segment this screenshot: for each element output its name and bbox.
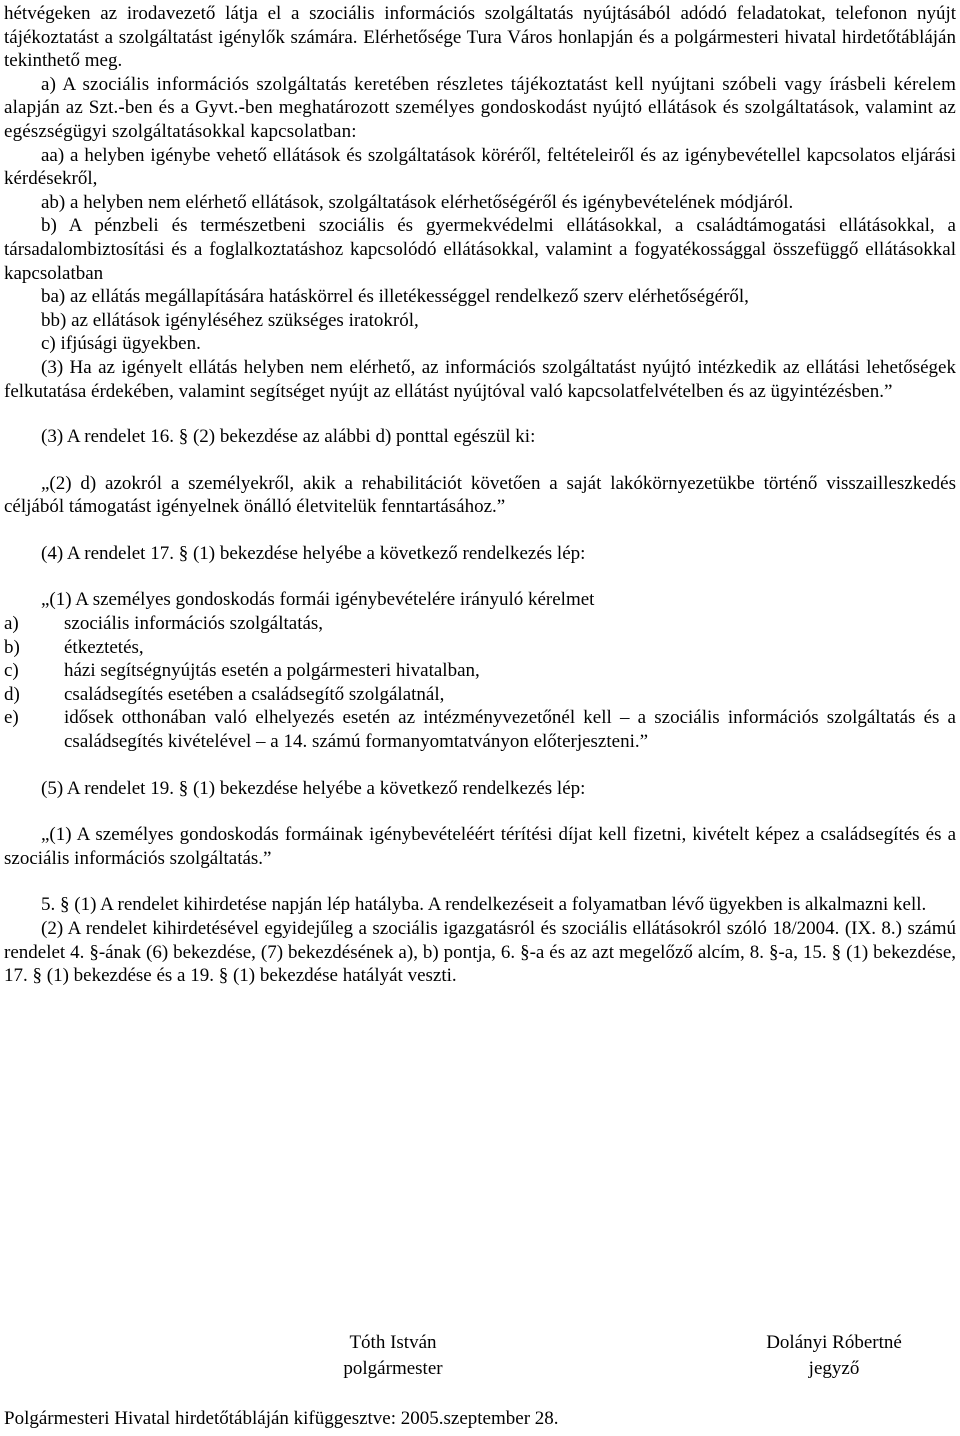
paragraph-aa: aa) a helyben igénybe vehető ellátások és szolgáltatások köréről, feltételeiről és az igénybevétellel kapcsolatos eljárási kérdésekről, bbox=[4, 144, 956, 190]
signature-title: polgármester bbox=[343, 1358, 443, 1379]
paragraph-amend-3: (3) A rendelet 16. § (2) bekezdése az alábbi d) ponttal egészül ki: bbox=[41, 426, 536, 448]
list-item-mark: c) bbox=[4, 660, 19, 682]
list-item bbox=[4, 636, 956, 660]
paragraph-amend-5: (5) A rendelet 19. § (1) bekezdése helyébe a következő rendelkezés lép: bbox=[41, 777, 586, 799]
request-forms-list bbox=[4, 612, 956, 754]
signature-block bbox=[0, 1330, 960, 1390]
list-item-mark: e) bbox=[4, 707, 19, 729]
list-item bbox=[4, 706, 956, 753]
paragraph-c: c) ifjúsági ügyekben. bbox=[41, 333, 201, 355]
paragraph-bb: bb) az ellátások igényléséhez szükséges iratokról, bbox=[41, 309, 419, 331]
list-item-text: házi segítségnyújtás esetén a polgármesteri hivatalban, bbox=[64, 660, 480, 682]
list-item-mark: b) bbox=[4, 636, 20, 658]
signature-mayor bbox=[318, 1330, 468, 1382]
paragraph-3: (3) Ha az igényelt ellátás helyben nem elérhető, az információs szolgáltatást nyújtó intézkedik az ellátási lehetőségek felkutatása érdekében, valamint segítséget nyújt az ellátást nyújtóval való kapcsolatfelvételben és az ügyintézésben.” bbox=[4, 356, 956, 402]
list-item-text: családsegítés esetében a családsegítő szolgálatnál, bbox=[64, 683, 445, 705]
paragraph-ab: ab) a helyben nem elérhető ellátások, szolgáltatások elérhetőségéről és igénybevételének módjáról. bbox=[41, 191, 794, 213]
list-item-mark: d) bbox=[4, 683, 20, 705]
signature-name: Tóth István bbox=[349, 1332, 437, 1353]
list-item bbox=[4, 659, 956, 683]
paragraph-intro: hétvégeken az irodavezető látja el a szociális információs szolgáltatás nyújtásából adódó feladatokat, telefonon nyújt tájékoztatást a szolgáltatást igénylők számára. Elérhetősége Tura Város honlapján és a polgármesteri hivatal hirdetőtábláján tekinthető meg. bbox=[4, 3, 956, 72]
paragraph-quote-fee: „(1) A személyes gondoskodás formáinak igénybevételéért térítési díjat kell fizetni, kivételt képez a családsegítés és a szociális információs szolgáltatás.” bbox=[4, 824, 956, 869]
signature-name: Dolányi Róbertné bbox=[766, 1332, 902, 1353]
paragraph-b: b) A pénzbeli és természetbeni szociális és gyermekvédelmi ellátásokkal, a családtámogatási ellátásokkal, a társadalombiztosítási és a foglalkoztatáshoz kapcsolódó ellátásokkal, valamint a fogyatékossággal összefüggő ellátásokkal kapcsolatban bbox=[4, 215, 956, 284]
posting-note: Polgármesteri Hivatal hirdetőtábláján kifüggesztve: 2005.szeptember 28. bbox=[4, 1408, 559, 1429]
document-body bbox=[4, 2, 956, 988]
paragraph-amend-4: (4) A rendelet 17. § (1) bekezdése helyébe a következő rendelkezés lép: bbox=[41, 542, 586, 564]
paragraph-ba: ba) az ellátás megállapítására hatáskörrel és illetékességgel rendelkező szerv elérhetőségéről, bbox=[41, 286, 749, 308]
paragraph-section-5: 5. § (1) A rendelet kihirdetése napján lép hatályba. A rendelkezéseit a folyamatban lévő ügyekben is alkalmazni kell. bbox=[41, 894, 927, 916]
paragraph-a: a) A szociális információs szolgáltatás keretében részletes tájékoztatást kell nyújtani szóbeli vagy írásbeli kérelem alapján az Szt.-ben és a Gyvt.-ben meghatározott személyes gondoskodást nyújtó ellátások és szolgáltatások, valamint az egészségügyi szolgáltatásokkal kapcsolatban: bbox=[4, 73, 956, 142]
list-item bbox=[4, 612, 956, 636]
list-item-mark: a) bbox=[4, 613, 19, 635]
list-item-text: idősek otthonában való elhelyezés esetén az intézményvezetőnél kell – a szociális információs szolgáltatás és a családsegítés kivételével – a 14. számú formanyomtatványon előterjeszteni.” bbox=[64, 707, 956, 753]
paragraph-quote-2d: „(2) d) azokról a személyekről, akik a rehabilitációt követően a saját lakókörnyezetükbe történő visszailleszkedés céljából támogatást igényelnek önálló életvitelük fenntartásához.” bbox=[4, 472, 956, 518]
list-item-text: étkeztetés, bbox=[64, 636, 144, 658]
paragraph-section-5-2: (2) A rendelet kihirdetésével egyidejűleg a szociális igazgatásról és szociális ellátásokról szóló 18/2004. (IX. 8.) számú rendelet 4. §-ának (6) bekezdése, (7) bekezdésének a), b) pontja, 6. §-a és az azt megelőző alcím, 8. §-a, 15. § (1) bekezdése, 17. § (1) bekezdése és a 19. § (1) bekezdése hatályát veszti. bbox=[4, 918, 956, 987]
paragraph-quote-1: „(1) A személyes gondoskodás formái igénybevételére irányuló kérelmet bbox=[41, 589, 595, 611]
signature-notary bbox=[744, 1330, 924, 1382]
signature-title: jegyző bbox=[808, 1358, 860, 1379]
list-item bbox=[4, 683, 956, 707]
list-item-text: szociális információs szolgáltatás, bbox=[64, 613, 324, 635]
